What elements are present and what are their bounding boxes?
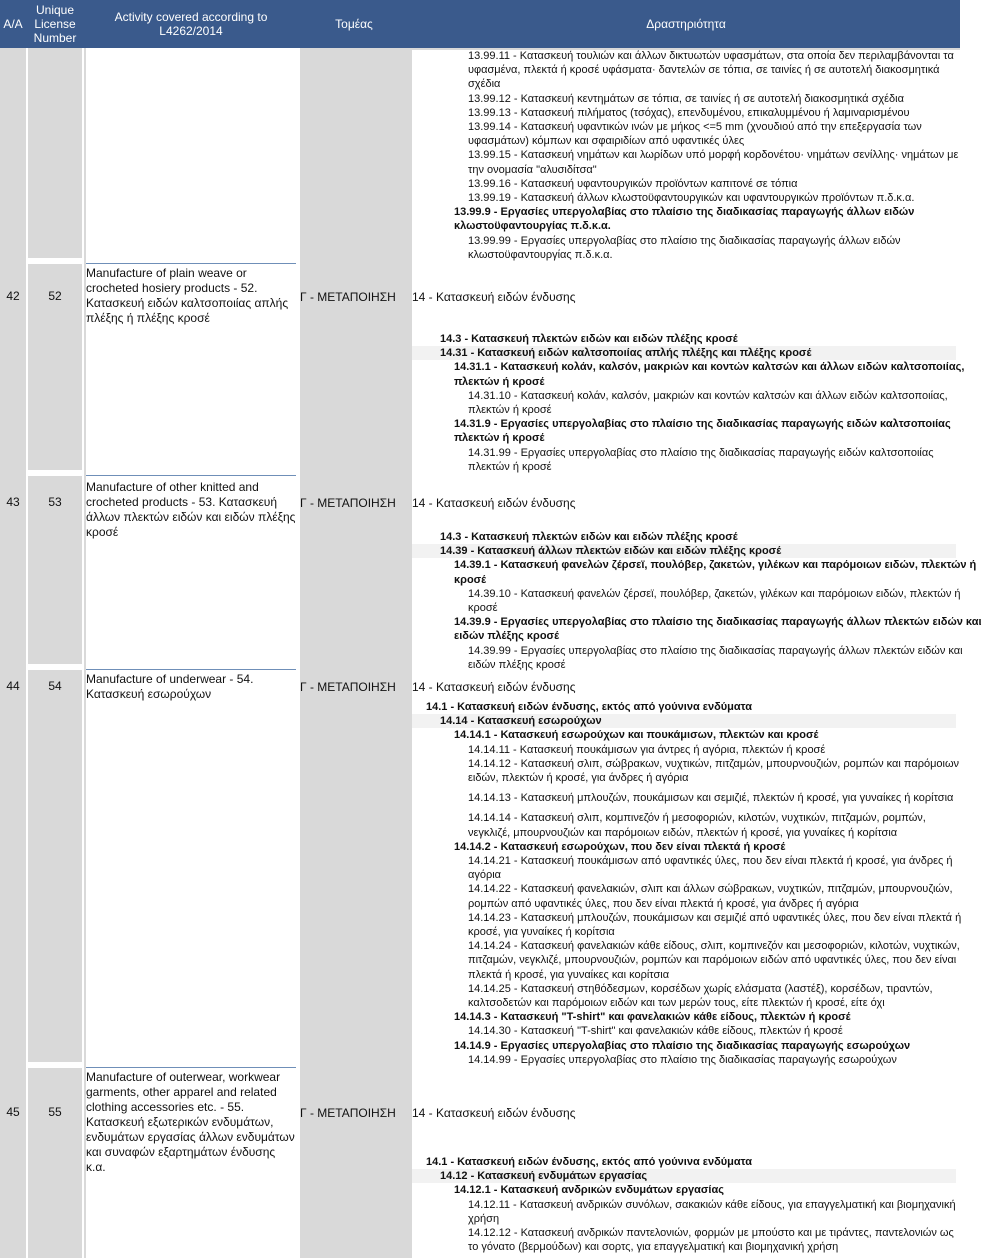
activity-line: πλεκτών ή κροσέ bbox=[454, 375, 545, 388]
activity-line: 14.12 - Κατασκευή ενδυμάτων εργασίας bbox=[412, 1169, 956, 1183]
activity-line: 14.1 - Κατασκευή ειδών ένδυσης, εκτός από γούνινα ενδύματα bbox=[426, 701, 753, 713]
activity-line: το γόνατο (βερμούδων) και σορτς, για επαγγελματική και βιομηχανική χρήση bbox=[468, 1241, 839, 1254]
activity-line: 13.99.99 - Εργασίες υπεργολαβίας στο πλαίσιο της διαδικασίας παραγωγής άλλων ειδών bbox=[468, 234, 901, 247]
activity-line: 14.14 - Κατασκευή εσωρούχων bbox=[412, 714, 956, 728]
activity-line: 13.99.19 - Κατασκευή άλλων κλωστοϋφαντουργικών και υφαντουργικών προϊόντων π.δ.κ.α. bbox=[468, 192, 915, 205]
activity-line: 14.14.21 - Κατασκευή πουκάμισων από υφαντικές ύλες, που δεν είναι πλεκτά ή κροσέ, για άνδρες ή bbox=[468, 855, 953, 868]
record-lines bbox=[412, 1155, 956, 1254]
record-aa: 43 bbox=[6, 495, 20, 509]
activity-line: 14.39 - Κατασκευή άλλων πλεκτών ειδών και ειδών πλέξης κροσέ bbox=[412, 544, 956, 558]
record-activity: Manufacture of plain weave or crocheted hosiery products - 52. Κατασκευή ειδών καλτσοποιίας απλής πλέξης ή πλέξης κροσέ bbox=[86, 266, 289, 325]
activity-line: κροσέ, για γυναίκες ή κορίτσια bbox=[468, 926, 615, 939]
column-license-bg bbox=[28, 48, 82, 1258]
activity-line: 14.14.25 - Κατασκευή στηθόδεσμων, κορσέδων χωρίς ελάσματα (λαστέξ), κορσέδων, τιραντών, bbox=[468, 982, 933, 995]
activity-line: 14.31 - Κατασκευή ειδών καλτσοποιίας απλής πλέξης και πλέξης κροσέ bbox=[412, 346, 956, 360]
activity-line: 14.39.99 - Εργασίες υπεργολαβίας στο πλαίσιο της διαδικασίας παραγωγής άλλων πλεκτών ειδών και bbox=[468, 644, 963, 657]
activity-line: σχέδια bbox=[468, 78, 501, 91]
record-activity: Manufacture of other knitted and crocheted products - 53. Κατασκευή άλλων πλεκτών ειδών και ειδών πλέξης κροσέ bbox=[86, 480, 296, 539]
record-division: 14 - Κατασκευή ειδών ένδυσης bbox=[412, 290, 576, 304]
activity-line: 13.99.9 - Εργασίες υπεργολαβίας στο πλαίσιο της διαδικασίας παραγωγής άλλων ειδών bbox=[454, 206, 915, 219]
activity-line: 14.31.9 - Εργασίες υπεργολαβίας στο πλαίσιο της διαδικασίας παραγωγής ειδών καλτσοποιίας bbox=[454, 418, 951, 431]
activity-line: πλεκτών ή κροσέ bbox=[468, 404, 552, 417]
record-sector: Γ - ΜΕΤΑΠΟΙΗΣΗ bbox=[300, 680, 396, 694]
record-division: 14 - Κατασκευή ειδών ένδυσης bbox=[412, 1106, 576, 1120]
record-division: 14 - Κατασκευή ειδών ένδυσης bbox=[412, 496, 576, 510]
activity-line: υφασμένα, πλεκτά ή κροσέ υφάσματα· δαντελών σε τόπια, σε ταινίες ή σε αυτοτελή διακοσμητικά bbox=[468, 64, 940, 77]
activity-line: 14.14.24 - Κατασκευή φανελακιών κάθε είδους, σλιπ, κομπινεζόν και μεσοφοριών, κιλοτών, νυχτικών, bbox=[468, 940, 960, 953]
activity-line: κλωστοϋφαντουργίας π.δ.κ.α. bbox=[468, 248, 613, 261]
activity-line: την ονομασία "αλυσιδίτσα" bbox=[468, 163, 597, 176]
record-lines bbox=[412, 530, 982, 672]
record-license: 53 bbox=[48, 495, 62, 509]
activity-line: κλωστοϋφαντουργίας π.δ.κ.α. bbox=[454, 220, 611, 233]
activity-line: 14.39.1 - Κατασκευή φανελών ζέρσεϊ, πουλόβερ, ζακετών, γιλέκων και παρόμοιων ειδών, πλεκτών ή bbox=[454, 559, 977, 572]
activity-line: 14.39.10 - Κατασκευή φανελών ζέρσεϊ, πουλόβερ, ζακετών, γιλέκων και παρόμοιων ειδών, πλεκτών ή bbox=[468, 587, 961, 600]
activity-line: 13.99.15 - Κατασκευή νημάτων και λωρίδων υπό μορφή κορδονέτου· νημάτων σενίλλης· νημάτων με bbox=[468, 149, 959, 162]
activity-line: 14.14.2 - Κατασκευή εσωρούχων, που δεν είναι πλεκτά ή κροσέ bbox=[454, 840, 786, 853]
row-separator bbox=[86, 669, 296, 670]
row-separator bbox=[86, 475, 296, 476]
activity-line: χρήση bbox=[468, 1212, 500, 1225]
activity-line: πλεκτών ή κροσέ bbox=[468, 460, 552, 473]
header-description: Δραστηριότητα bbox=[646, 17, 726, 31]
header-sector: Τομέας bbox=[335, 17, 373, 31]
column-aa-bg bbox=[0, 48, 26, 1258]
record-activity: Manufacture of underwear - 54. Κατασκευή εσωρούχων bbox=[86, 672, 254, 701]
activity-line: 14.14.9 - Εργασίες υπεργολαβίας στο πλαίσιο της διαδικασίας παραγωγής εσωρούχων bbox=[454, 1039, 911, 1052]
activity-line: 14.14.11 - Κατασκευή πουκάμισων για άντρες ή αγόρια, πλεκτών ή κροσέ bbox=[468, 743, 826, 756]
record-license: 54 bbox=[48, 679, 62, 693]
record-sector: Γ - ΜΕΤΑΠΟΙΗΣΗ bbox=[300, 290, 396, 304]
activity-line: καλτσοδετών και παρόμοιων ειδών και των μερών τους, είτε πλεκτών ή κροσέ, είτε όχι bbox=[468, 997, 885, 1010]
record-license: 55 bbox=[48, 1105, 62, 1119]
record-aa: 44 bbox=[6, 679, 20, 693]
activity-line: κροσέ bbox=[454, 573, 487, 586]
activity-line: 14.14.99 - Εργασίες υπεργολαβίας στο πλαίσιο της διαδικασίας παραγωγής εσωρούχων bbox=[468, 1053, 897, 1066]
activity-line: 13.99.16 - Κατασκευή υφαντουργικών προϊόντων καπιτονέ σε τόπια bbox=[468, 177, 798, 190]
activity-line: αγόρια bbox=[468, 869, 502, 882]
header-license: Unique License Number bbox=[33, 3, 77, 45]
record-license: 52 bbox=[48, 289, 62, 303]
activity-line: 14.12.1 - Κατασκευή ανδρικών ενδυμάτων εργασίας bbox=[454, 1184, 724, 1197]
activity-line: 14.14.14 - Κατασκευή σλιπ, κομπινεζόν ή μεσοφοριών, κιλοτών, νυχτικών, πιτζαμών, ρομπών, bbox=[468, 812, 926, 825]
activity-line: 14.14.3 - Κατασκευή "T-shirt" και φανελακιών κάθε είδους, πλεκτών ή κροσέ bbox=[454, 1011, 851, 1024]
activity-line: κροσέ bbox=[468, 602, 498, 615]
activity-line: 14.3 - Κατασκευή πλεκτών ειδών και ειδών πλέξης κροσέ bbox=[440, 333, 738, 345]
activity-line: ειδών πλέξης κροσέ bbox=[468, 658, 566, 671]
activity-line: 13.99.14 - Κατασκευή υφαντικών ινών με μήκος <=5 mm (χνουδιού από την επεξεργασία των bbox=[468, 121, 922, 134]
activity-line: 14.14.23 - Κατασκευή μπλουζών, πουκάμισων και σεμιζιέ από υφαντικές ύλες, που δεν είναι πλεκτά ή bbox=[468, 911, 962, 924]
record-division: 14 - Κατασκευή ειδών ένδυσης bbox=[412, 680, 576, 694]
header-aa: Α/Α bbox=[3, 17, 23, 31]
activity-line: 14.39.9 - Εργασίες υπεργολαβίας στο πλαίσιο της διαδικασίας παραγωγής άλλων πλεκτών ειδών και bbox=[454, 616, 982, 629]
record-sector: Γ - ΜΕΤΑΠΟΙΗΣΗ bbox=[300, 496, 396, 510]
record-lines bbox=[412, 332, 965, 474]
activity-line: 14.14.22 - Κατασκευή φανελακιών, σλιπ και άλλων σώβρακων, νυχτικών, πιτζαμών, μπουρνουζιών, bbox=[468, 883, 953, 896]
row-separator bbox=[86, 263, 296, 264]
activity-line: 14.3 - Κατασκευή πλεκτών ειδών και ειδών πλέξης κροσέ bbox=[440, 531, 738, 543]
activity-line: υφασμάτων) κόμπων και σφαιριδίων από υφαντικές ύλες bbox=[468, 135, 745, 148]
column-sector-bg bbox=[300, 48, 408, 1258]
record-aa: 45 bbox=[6, 1105, 20, 1119]
record-activity: Manufacture of outerwear, workwear garments, other apparel and related clothing accessories etc. - 55. Κατασκευή εξωτερικών ενδυμάτων, ενδυμάτων εργασίας άλλων ενδυμάτων και συναφών εξαρτημάτων ένδυσης κ.α. bbox=[86, 1070, 295, 1174]
continuation-lines bbox=[412, 49, 959, 262]
record-lines bbox=[412, 700, 962, 1067]
activity-line: 14.12.11 - Κατασκευή ανδρικών συνόλων, σακακιών κάθε είδους, για επαγγελματική και βιομηχανική bbox=[468, 1198, 956, 1211]
activity-line: 14.14.13 - Κατασκευή μπλουζών, πουκάμισων και σεμιζιέ, πλεκτών ή κροσέ, για γυναίκες ή κορίτσια bbox=[468, 792, 954, 805]
activity-line: ειδών, πλεκτών ή κροσέ, για άνδρες ή αγόρια bbox=[468, 772, 689, 785]
table-header bbox=[0, 0, 960, 48]
activity-line: 14.1 - Κατασκευή ειδών ένδυσης, εκτός από γούνινα ενδύματα bbox=[426, 1156, 753, 1168]
activity-line: πλεκτά ή κροσέ, για γυναίκες και κορίτσια bbox=[468, 968, 670, 981]
header-activity: Activity covered according to L4262/2014 bbox=[114, 10, 268, 38]
activity-line: 14.31.1 - Κατασκευή κολάν, καλσόν, μακριών και κοντών καλτσών και άλλων ειδών καλτσοποιίας, bbox=[454, 361, 965, 374]
record-sector: Γ - ΜΕΤΑΠΟΙΗΣΗ bbox=[300, 1106, 396, 1120]
activity-line: 14.14.30 - Κατασκευή "T-shirt" και φανελακιών κάθε είδους, πλεκτών ή κροσέ bbox=[468, 1025, 843, 1038]
activity-line: 14.14.12 - Κατασκευή σλιπ, σώβρακων, νυχτικών, πιτζαμών, μπουρνουζιών, ρομπών και παρόμοιων bbox=[468, 757, 960, 770]
activity-line: 13.99.13 - Κατασκευή πιλήματος (τσόχας), επενδυμένου, επικαλυμμένου ή λαμιναρισμένου bbox=[468, 106, 910, 119]
record-aa: 42 bbox=[6, 289, 20, 303]
activity-line: 13.99.12 - Κατασκευή κεντημάτων σε τόπια, σε ταινίες ή σε αυτοτελή διακοσμητικά σχέδια bbox=[468, 92, 904, 105]
activity-line: ειδών πλέξης κροσέ bbox=[454, 630, 560, 643]
activity-line: 14.14.1 - Κατασκευή εσωρούχων και πουκάμισων, πλεκτών και κροσέ bbox=[454, 729, 819, 742]
activity-line: 13.99.11 - Κατασκευή τουλιών και άλλων δικτυωτών υφασμάτων, στα οποία δεν περιλαμβάνονται τα bbox=[468, 50, 954, 62]
activity-line: πιτζαμών, νεγκλιζέ, μπουρνουζιών, ρομπών και παρόμοιων ειδών από υφαντικές ύλες, που δεν είναι bbox=[468, 954, 957, 967]
activity-line: πλεκτών ή κροσέ bbox=[454, 432, 545, 445]
row-separator bbox=[86, 1067, 296, 1068]
activity-line: 14.12.12 - Κατασκευή ανδρικών παντελονιών, φορμών με μπούστο και με τιράντες, παντελονιών ως bbox=[468, 1227, 954, 1240]
activity-line: νεγκλιζέ, μπουρνουζιών και παρόμοιων ειδών, πλεκτών ή κροσέ, για γυναίκες ή κορίτσια bbox=[468, 826, 898, 839]
activity-line: ρομπών από υφαντικές ύλες, που δεν είναι πλεκτά ή κροσέ, για άνδρες ή αγόρια bbox=[468, 897, 859, 910]
activity-line: 14.31.99 - Εργασίες υπεργολαβίας στο πλαίσιο της διαδικασίας παραγωγής ειδών καλτσοποιίας bbox=[468, 446, 934, 459]
activity-line: 14.31.10 - Κατασκευή κολάν, καλσόν, μακριών και κοντών καλτσών και άλλων ειδών καλτσοποιίας, bbox=[468, 389, 948, 402]
